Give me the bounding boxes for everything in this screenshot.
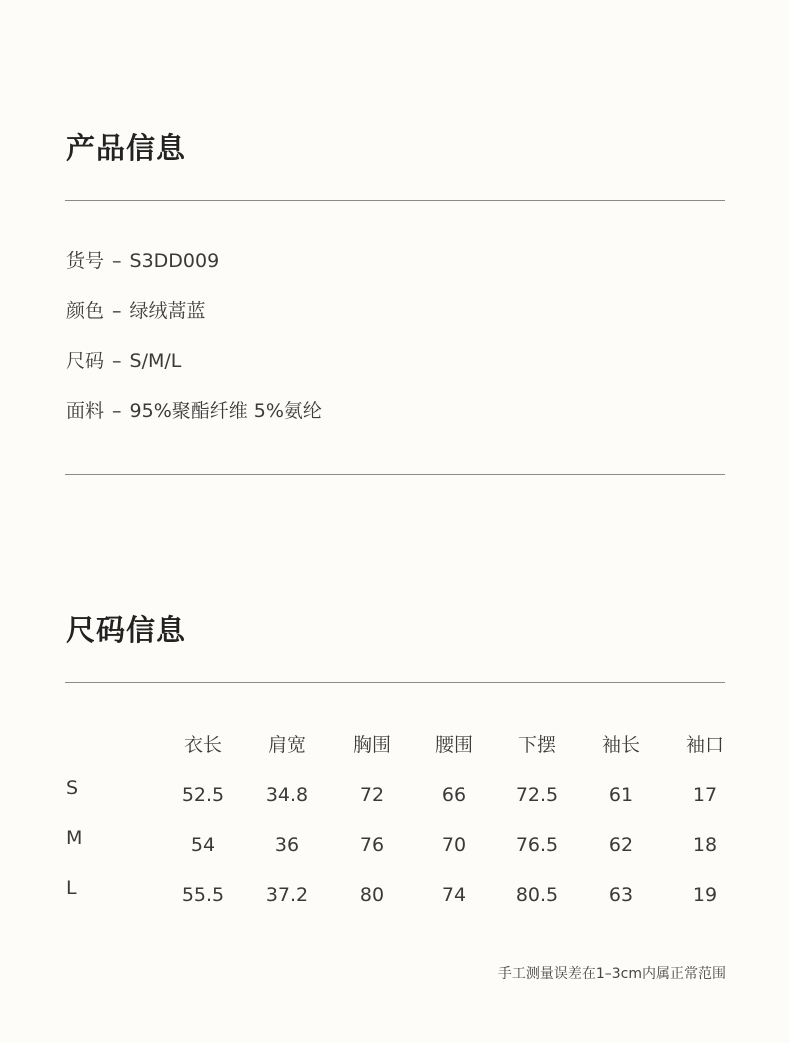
measurement-note: 手工测量误差在1–3cm内属正常范围 [497,966,726,982]
info-value: S/M/L [129,350,182,372]
size-cell: 37.2 [265,884,309,906]
size-cell: 18 [692,834,718,856]
size-column-header: 肩宽 [267,734,306,756]
size-cell: 76 [359,834,385,856]
info-label: 尺码 [66,350,105,372]
size-cell: 80 [359,884,385,906]
size-column-header: 下摆 [517,734,556,756]
size-cell: 36 [274,834,300,856]
info-value: 95%聚酯纤维 5%氨纶 [129,400,322,422]
size-cell: 74 [441,884,467,906]
size-cell: 17 [692,784,718,806]
size-cell: 54 [190,834,216,856]
size-cell: 70 [441,834,467,856]
size-cell: 61 [608,784,634,806]
divider [65,200,725,201]
size-column-header: 衣长 [183,734,222,756]
size-column-header: 腰围 [434,734,473,756]
size-cell: 80.5 [515,884,559,906]
size-row-label: S [66,777,79,799]
size-cell: 63 [608,884,634,906]
info-separator: – [112,300,122,322]
size-cell: 34.8 [265,784,309,806]
size-cell: 62 [608,834,634,856]
size-cell: 66 [441,784,467,806]
size-cell: 72.5 [515,784,559,806]
info-value: 绿绒蒿蓝 [129,300,206,322]
info-row-item-number [66,252,219,271]
info-separator: – [112,400,122,422]
info-separator: – [112,350,122,372]
divider [65,682,725,683]
info-row-color [66,302,206,321]
size-cell: 72 [359,784,385,806]
size-cell: 52.5 [181,784,225,806]
size-row-label: L [66,877,77,899]
info-value: S3DD009 [129,250,220,272]
info-row-size [66,352,181,371]
product-info-title: 产品信息 [66,131,187,165]
size-row-label: M [66,827,83,849]
info-label: 货号 [66,250,105,272]
size-column-header: 胸围 [352,734,391,756]
info-label: 颜色 [66,300,105,322]
size-cell: 76.5 [515,834,559,856]
info-row-fabric [66,402,322,421]
size-column-header: 袖长 [601,734,640,756]
size-column-header: 袖口 [685,734,724,756]
size-cell: 55.5 [181,884,225,906]
info-label: 面料 [66,400,105,422]
size-cell: 19 [692,884,718,906]
divider [65,474,725,475]
size-info-title: 尺码信息 [66,613,187,647]
info-separator: – [112,250,122,272]
